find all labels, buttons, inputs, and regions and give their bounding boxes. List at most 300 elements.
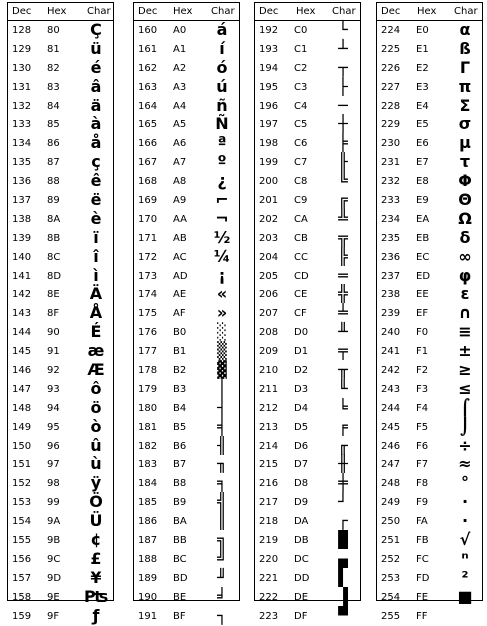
table-row <box>377 512 482 531</box>
hex-cell: D0 <box>294 327 309 339</box>
dec-cell: 136 <box>12 176 32 188</box>
char-cell: « <box>216 284 228 304</box>
hex-cell: A7 <box>173 157 187 169</box>
dec-cell: 185 <box>138 497 158 509</box>
char-cell: ¥ <box>90 567 102 587</box>
char-cell: Æ <box>87 360 105 380</box>
dec-cell: 180 <box>138 402 158 414</box>
table-row <box>8 267 113 286</box>
table-row <box>134 342 239 361</box>
table-row <box>255 191 360 210</box>
table-row <box>377 380 482 399</box>
hex-cell: D9 <box>294 497 309 509</box>
char-cell: ═ <box>338 265 348 285</box>
char-cell: ░ <box>217 322 227 342</box>
char-cell: ù <box>90 454 102 474</box>
char-cell: π <box>458 76 472 96</box>
hex-cell: D7 <box>294 459 309 471</box>
table-row <box>8 342 113 361</box>
char-cell: ¡ <box>218 265 226 285</box>
table-row <box>255 134 360 153</box>
char-cell: ∙ <box>461 492 469 512</box>
table-row <box>8 115 113 134</box>
dec-cell: 221 <box>259 572 279 584</box>
hex-cell: 80 <box>47 25 60 36</box>
char-cell: º <box>217 152 227 172</box>
header-hex: Hex <box>417 6 437 17</box>
ascii-table-panel-3 <box>254 2 361 625</box>
hex-cell: 8B <box>47 232 61 244</box>
hex-cell: D4 <box>294 402 309 414</box>
table-row <box>377 342 482 361</box>
dec-cell: 211 <box>259 383 279 395</box>
dec-cell: 214 <box>259 440 279 452</box>
char-cell: ÿ <box>90 473 102 493</box>
table-rows <box>8 21 113 626</box>
hex-cell: CB <box>294 232 308 244</box>
hex-cell: C5 <box>294 119 308 131</box>
char-cell: ╚ <box>338 171 348 191</box>
table-row <box>8 512 113 531</box>
dec-cell: 206 <box>259 289 279 301</box>
hex-cell: A3 <box>173 81 187 93</box>
dec-cell: 224 <box>381 25 401 36</box>
dec-cell: 166 <box>138 138 158 150</box>
dec-cell: 165 <box>138 119 158 131</box>
char-cell: ╤ <box>338 341 348 361</box>
hex-cell: 89 <box>47 195 60 207</box>
dec-cell: 196 <box>259 100 279 112</box>
hex-cell: AA <box>173 213 187 225</box>
hex-cell: BB <box>173 535 187 547</box>
dec-cell: 250 <box>381 516 401 528</box>
char-cell: ò <box>90 416 102 436</box>
header-hex: Hex <box>47 6 67 17</box>
dec-cell: 133 <box>12 119 32 131</box>
dec-cell: 140 <box>12 251 32 263</box>
dec-cell: 203 <box>259 232 279 244</box>
dec-cell: 142 <box>12 289 32 301</box>
table-row <box>134 97 239 116</box>
header-hex: Hex <box>296 6 316 17</box>
table-row <box>377 229 482 248</box>
table-row <box>255 512 360 531</box>
table-row <box>377 588 482 607</box>
hex-cell: C7 <box>294 157 308 169</box>
char-cell: à <box>90 114 102 134</box>
table-row <box>255 380 360 399</box>
table-rows <box>134 21 239 626</box>
table-row <box>134 380 239 399</box>
hex-cell: C1 <box>294 43 308 55</box>
hex-cell: C9 <box>294 195 308 207</box>
table-row <box>134 588 239 607</box>
table-row <box>255 323 360 342</box>
dec-cell: 164 <box>138 100 158 112</box>
dec-cell: 156 <box>12 553 32 565</box>
char-cell: ≥ <box>458 360 472 380</box>
dec-cell: 157 <box>12 572 32 584</box>
dec-cell: 191 <box>138 610 158 622</box>
hex-cell: DF <box>294 610 308 622</box>
dec-cell: 163 <box>138 81 158 93</box>
hex-cell: CA <box>294 213 308 225</box>
dec-cell: 143 <box>12 308 32 320</box>
char-cell: ╓ <box>338 435 348 455</box>
hex-cell: B8 <box>173 478 187 490</box>
char-cell: á <box>216 20 228 39</box>
dec-cell: 186 <box>138 516 158 528</box>
table-row <box>255 418 360 437</box>
char-cell: ╬ <box>338 284 348 304</box>
char-cell: ¼ <box>213 246 231 266</box>
table-row <box>134 455 239 474</box>
char-cell: â <box>90 76 102 96</box>
table-row <box>8 531 113 550</box>
table-row <box>8 78 113 97</box>
char-cell: ╡ <box>217 416 227 436</box>
char-cell: ÷ <box>458 435 472 455</box>
char-cell: ½ <box>213 227 231 247</box>
hex-cell: 98 <box>47 478 60 490</box>
table-row <box>377 153 482 172</box>
hex-cell: B2 <box>173 365 187 377</box>
dec-cell: 129 <box>12 43 32 55</box>
table-row <box>377 455 482 474</box>
table-row <box>377 437 482 456</box>
hex-cell: 9A <box>47 516 61 528</box>
header-dec: Dec <box>381 6 401 17</box>
char-cell: ╪ <box>338 473 348 493</box>
char-cell: Φ <box>458 171 472 191</box>
table-row <box>134 304 239 323</box>
dec-cell: 208 <box>259 327 279 339</box>
table-row <box>377 361 482 380</box>
hex-cell: 87 <box>47 157 60 169</box>
table-row <box>255 474 360 493</box>
hex-cell: F4 <box>416 402 429 414</box>
hex-cell: C4 <box>294 100 308 112</box>
char-cell: ≡ <box>458 322 472 342</box>
char-cell: ┬ <box>338 57 348 77</box>
dec-cell: 141 <box>12 270 32 282</box>
dec-cell: 145 <box>12 346 32 358</box>
table-rows <box>255 21 360 626</box>
hex-cell: 9B <box>47 535 61 547</box>
hex-cell: 8C <box>47 251 61 263</box>
dec-cell: 190 <box>138 591 158 603</box>
hex-cell: CD <box>294 270 309 282</box>
hex-cell: A4 <box>173 100 187 112</box>
char-cell: ╖ <box>217 454 227 474</box>
table-row <box>8 323 113 342</box>
char-cell: · <box>461 511 469 531</box>
char-cell: ╜ <box>217 567 227 587</box>
hex-cell: FD <box>416 572 430 584</box>
char-cell: ▓ <box>217 360 227 380</box>
table-row <box>377 191 482 210</box>
char-cell: ä <box>90 95 102 115</box>
table-row <box>377 531 482 550</box>
table-row <box>255 493 360 512</box>
table-row <box>134 418 239 437</box>
hex-cell: CC <box>294 251 308 263</box>
hex-cell: E8 <box>416 176 429 188</box>
dec-cell: 152 <box>12 478 32 490</box>
dec-cell: 254 <box>381 591 401 603</box>
hex-cell: EF <box>416 308 429 320</box>
dec-cell: 218 <box>259 516 279 528</box>
table-row <box>255 21 360 40</box>
dec-cell: 169 <box>138 195 158 207</box>
hex-cell: 84 <box>47 100 60 112</box>
char-cell: ⌐ <box>215 190 229 210</box>
dec-cell: 154 <box>12 516 32 528</box>
char-cell: ┐ <box>217 605 227 625</box>
table-row <box>134 115 239 134</box>
dec-cell: 148 <box>12 402 32 414</box>
hex-cell: CF <box>294 308 307 320</box>
char-cell: α <box>459 20 471 39</box>
table-row <box>134 323 239 342</box>
dec-cell: 188 <box>138 553 158 565</box>
dec-cell: 175 <box>138 308 158 320</box>
hex-cell: D6 <box>294 440 309 452</box>
dec-cell: 131 <box>12 81 32 93</box>
char-cell: ╨ <box>338 322 348 342</box>
dec-cell: 135 <box>12 157 32 169</box>
char-cell: ┴ <box>338 38 348 58</box>
char-cell: ╠ <box>338 246 348 266</box>
char-cell: é <box>90 57 102 77</box>
table-row <box>8 399 113 418</box>
table-row <box>134 191 239 210</box>
table-row <box>134 399 239 418</box>
table-row <box>255 437 360 456</box>
dec-cell: 153 <box>12 497 32 509</box>
table-row <box>377 134 482 153</box>
char-cell: ■ <box>457 586 473 606</box>
char-cell: ▄ <box>338 548 348 568</box>
dec-cell: 178 <box>138 365 158 377</box>
hex-cell: E1 <box>416 43 429 55</box>
table-row <box>8 418 113 437</box>
dec-cell: 209 <box>259 346 279 358</box>
hex-cell: E6 <box>416 138 429 150</box>
table-row <box>134 172 239 191</box>
char-cell: ° <box>461 473 469 493</box>
dec-cell: 252 <box>381 553 401 565</box>
hex-cell: 93 <box>47 383 60 395</box>
dec-cell: 168 <box>138 176 158 188</box>
char-cell: ú <box>216 76 228 96</box>
char-cell: æ <box>87 341 105 361</box>
table-row <box>255 172 360 191</box>
dec-cell: 204 <box>259 251 279 263</box>
dec-cell: 220 <box>259 553 279 565</box>
dec-cell: 147 <box>12 383 32 395</box>
dec-cell: 146 <box>12 365 32 377</box>
dec-cell: 170 <box>138 213 158 225</box>
hex-cell: BE <box>173 591 187 603</box>
hex-cell: 99 <box>47 497 60 509</box>
char-cell: ó <box>216 57 228 77</box>
char-cell: ≈ <box>458 454 472 474</box>
dec-cell: 232 <box>381 176 401 188</box>
dec-cell: 158 <box>12 591 32 603</box>
hex-cell: 9C <box>47 553 61 565</box>
table-row <box>377 78 482 97</box>
dec-cell: 161 <box>138 43 158 55</box>
table-row <box>134 437 239 456</box>
hex-cell: E7 <box>416 157 429 169</box>
hex-cell: E9 <box>416 195 429 207</box>
dec-cell: 183 <box>138 459 158 471</box>
hex-cell: 94 <box>47 402 60 414</box>
table-row <box>377 40 482 59</box>
table-row <box>255 550 360 569</box>
dec-cell: 223 <box>259 610 279 622</box>
table-row <box>8 361 113 380</box>
char-cell: Γ <box>459 57 471 77</box>
hex-cell: F2 <box>416 365 429 377</box>
dec-cell: 192 <box>259 25 279 36</box>
hex-cell: B0 <box>173 327 187 339</box>
hex-cell: D3 <box>294 383 309 395</box>
dec-cell: 235 <box>381 232 401 244</box>
table-row <box>255 531 360 550</box>
char-cell: φ <box>458 265 472 285</box>
dec-cell: 197 <box>259 119 279 131</box>
hex-cell: ED <box>416 270 431 282</box>
ascii-table-panel-2 <box>133 2 240 625</box>
hex-cell: B5 <box>173 421 187 433</box>
char-cell: ╔ <box>338 190 348 210</box>
char-cell: ¢ <box>90 530 102 550</box>
table-row <box>255 361 360 380</box>
char-cell: ┤ <box>217 397 227 417</box>
hex-cell: FC <box>416 553 429 565</box>
hex-cell: D5 <box>294 421 309 433</box>
hex-cell: 92 <box>47 365 60 377</box>
table-row <box>255 588 360 607</box>
char-cell: ç <box>91 152 101 172</box>
char-cell: å <box>90 133 102 153</box>
dec-cell: 200 <box>259 176 279 188</box>
hex-cell: 86 <box>47 138 60 150</box>
char-cell: ╕ <box>217 473 227 493</box>
header-char: Char <box>87 6 111 17</box>
hex-cell: EA <box>416 213 430 225</box>
dec-cell: 150 <box>12 440 32 452</box>
char-cell: Σ <box>459 95 471 115</box>
table-row <box>377 59 482 78</box>
hex-cell: DC <box>294 553 309 565</box>
char-cell: ┘ <box>338 492 348 512</box>
char-cell: ╒ <box>338 416 348 436</box>
hex-cell: B9 <box>173 497 187 509</box>
table-row <box>255 78 360 97</box>
char-cell: ü <box>90 38 102 58</box>
char-cell: ¿ <box>217 171 227 191</box>
table-row <box>377 474 482 493</box>
table-row <box>255 304 360 323</box>
dec-cell: 210 <box>259 365 279 377</box>
hex-cell: 83 <box>47 81 60 93</box>
hex-cell: E0 <box>416 25 429 36</box>
hex-cell: EC <box>416 251 430 263</box>
header-char: Char <box>211 6 235 17</box>
table-header <box>8 3 113 20</box>
table-row <box>8 588 113 607</box>
table-row <box>255 285 360 304</box>
char-cell: █ <box>338 530 348 550</box>
table-row <box>8 40 113 59</box>
dec-cell: 227 <box>381 81 401 93</box>
hex-cell: DE <box>294 591 309 603</box>
hex-cell: C2 <box>294 62 308 74</box>
dec-cell: 230 <box>381 138 401 150</box>
dec-cell: 217 <box>259 497 279 509</box>
char-cell: ▌ <box>338 567 348 587</box>
table-row <box>134 607 239 626</box>
dec-cell: 137 <box>12 195 32 207</box>
char-cell: ▐ <box>338 586 348 606</box>
dec-cell: 193 <box>259 43 279 55</box>
char-cell: └ <box>338 20 348 39</box>
hex-cell: BA <box>173 516 187 528</box>
table-row <box>134 153 239 172</box>
table-header <box>134 3 239 20</box>
table-row <box>255 115 360 134</box>
table-row <box>377 285 482 304</box>
char-cell: ƒ <box>92 605 100 625</box>
char-cell: Ü <box>89 511 103 531</box>
table-row <box>8 21 113 40</box>
table-row <box>8 493 113 512</box>
table-row <box>255 210 360 229</box>
hex-cell: 8D <box>47 270 62 282</box>
char-cell: ñ <box>216 95 228 115</box>
dec-cell: 171 <box>138 232 158 244</box>
table-row <box>377 267 482 286</box>
dec-cell: 177 <box>138 346 158 358</box>
hex-cell: 9F <box>47 610 60 622</box>
table-row <box>8 607 113 626</box>
table-row <box>255 569 360 588</box>
char-cell: ₧ <box>84 586 109 606</box>
hex-cell: E5 <box>416 119 429 131</box>
char-cell: £ <box>90 548 102 568</box>
table-row <box>8 153 113 172</box>
dec-cell: 189 <box>138 572 158 584</box>
table-row <box>377 323 482 342</box>
table-row <box>377 607 482 626</box>
dec-cell: 182 <box>138 440 158 452</box>
dec-cell: 228 <box>381 100 401 112</box>
table-row <box>255 248 360 267</box>
char-cell: ┌ <box>338 511 348 531</box>
table-row <box>377 418 482 437</box>
hex-cell: D8 <box>294 478 309 490</box>
dec-cell: 234 <box>381 213 401 225</box>
hex-cell: B3 <box>173 383 187 395</box>
char-cell: Ö <box>89 492 103 512</box>
table-row <box>255 59 360 78</box>
header-hex: Hex <box>173 6 193 17</box>
hex-cell: 96 <box>47 440 60 452</box>
table-row <box>134 134 239 153</box>
